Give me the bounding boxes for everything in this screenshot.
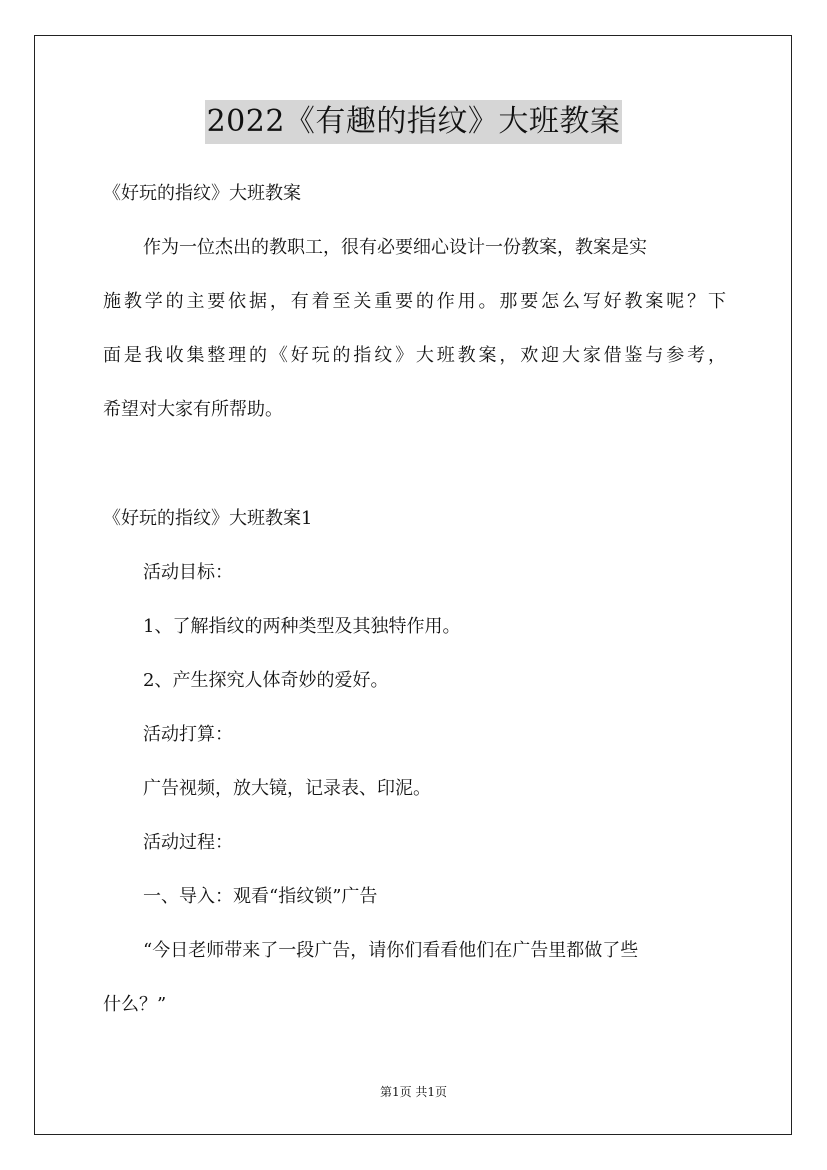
intro-line-2: 施教学的主要依据，有着至关重要的作用。那要怎么写好教案呢？下 — [103, 291, 726, 312]
intro-line-4: 希望对大家有所帮助。 — [103, 399, 283, 420]
section-heading-1: 《好玩的指纹》大班教案1 — [103, 508, 313, 529]
intro-line-3: 面是我收集整理的《好玩的指纹》大班教案，欢迎大家借鉴与参考， — [103, 345, 726, 366]
process-step-1: 一、导入：观看“指纹锁”广告 — [143, 886, 378, 907]
document-title-text: 2022《有趣的指纹》大班教案 — [205, 100, 623, 144]
page-number: 第1页 共1页 — [379, 1085, 448, 1099]
quote-line-1: “今日老师带来了一段广告，请你们看看他们在广告里都做了些 — [143, 940, 639, 961]
process-heading: 活动过程： — [143, 832, 233, 853]
prep-text: 广告视频，放大镜，记录表、印泥。 — [143, 778, 431, 799]
goal-item-2: 2、产生探究人体奇妙的爱好。 — [143, 670, 389, 691]
goals-heading: 活动目标： — [143, 562, 233, 583]
prep-heading: 活动打算： — [143, 724, 233, 745]
goal-item-1: 1、了解指纹的两种类型及其独特作用。 — [143, 616, 461, 637]
quote-line-2: 什么？” — [103, 994, 167, 1015]
intro-line-1: 作为一位杰出的教职工，很有必要细心设计一份教案，教案是实 — [143, 237, 647, 258]
document-title — [0, 100, 827, 144]
document-subtitle: 《好玩的指纹》大班教案 — [103, 183, 301, 204]
